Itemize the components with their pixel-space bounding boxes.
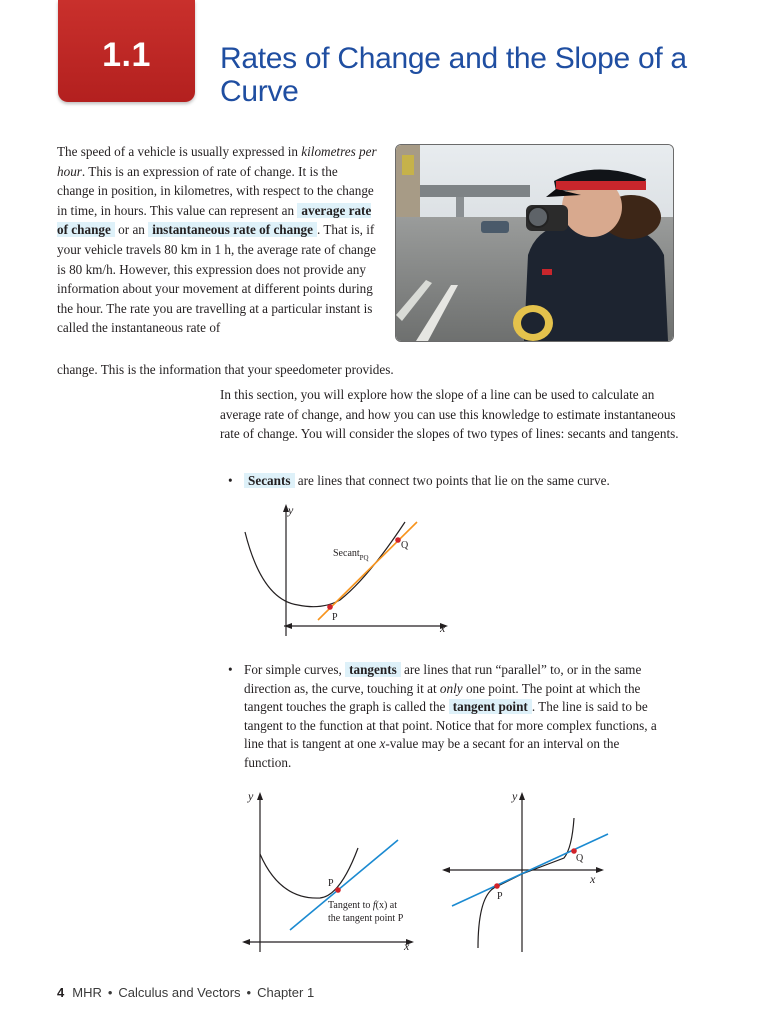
- term-tangents: tangents: [345, 662, 401, 677]
- intro-paragraph: The speed of a vehicle is usually expressed in kilometres per hour. This is an expression of rate of change. It is the change in position, in kilometres, with respect to the change in time, in hours. This value can represent an average rate of change or an instantaneous rate of change . That is, if your vehicle travels 80 km in 1 h, the average rate of change is 80 km/h. However, this expression does not provide any information about your movement at different points during the hour. The rate you are travelling at a particular instant is called the instantaneous rate of: [57, 144, 377, 336]
- chapter-label: Chapter 1: [257, 985, 315, 1000]
- bullet-dot: •: [228, 473, 233, 488]
- section-number-tab: [58, 0, 195, 102]
- bullet-dot: •: [228, 662, 233, 677]
- term-secants: Secants: [244, 473, 295, 488]
- y-axis-arrow: [257, 792, 263, 800]
- term-instantaneous-rate-of-change: instantaneous rate of change: [148, 222, 317, 237]
- intro-italic: kilometres per hour: [57, 144, 377, 179]
- tangent-point-p: [335, 887, 341, 893]
- x-axis-arrow-left: [284, 623, 292, 629]
- y-axis-label: y: [288, 503, 294, 517]
- secant-graph: [240, 500, 460, 640]
- term-tangent-point: tangent point: [449, 699, 532, 714]
- page-title: Rates of Change and the Slope of a Curve: [220, 42, 687, 108]
- y-axis-label: y: [512, 789, 518, 803]
- tangent-label-line1: Tangent to f(x) at: [328, 900, 398, 911]
- cubic-tangent-secant-graph: [440, 788, 620, 956]
- curve: [245, 522, 405, 607]
- secant-line: [318, 522, 417, 620]
- point-p: [327, 604, 333, 610]
- tangent-label-line2: the tangent point P: [328, 913, 404, 924]
- point-q-label: Q: [576, 853, 584, 864]
- bullet-tangents: • For simple curves, tangents are lines that run “parallel” to, or in the same direction as, the curve, touching it at only one point. The point at which the tangent touches the graph is called the tangent point . The line is said to be tangent to the function at that point. Notice that for more complex functions, a line that is tangent at one x-value may be a secant for an interval on the function.: [228, 662, 657, 770]
- x-axis-arrow-left: [442, 867, 450, 873]
- point-q: [395, 537, 401, 543]
- y-axis-arrow: [519, 792, 525, 800]
- bullet-secants: • Secants are lines that connect two points that lie on the same curve.: [228, 472, 668, 492]
- publisher: MHR: [72, 985, 102, 1000]
- term-average-rate-of-change: average rate of change: [57, 202, 372, 238]
- tangent-point-p: [494, 883, 500, 889]
- section-paragraph: In this section, you will explore how the slope of a line can be used to calculate an average rate of change, and how you can use this knowledge to estimate instantaneous rate of change. You will consider the slopes of two types of lines: secants and tangents.: [220, 387, 679, 442]
- x-axis-label: x: [440, 621, 446, 635]
- x-axis-arrow-right: [596, 867, 604, 873]
- page-footer: 4 MHR • Calculus and Vectors • Chapter 1: [57, 985, 315, 1000]
- curve: [478, 818, 574, 948]
- police-radar-photo: [395, 144, 674, 342]
- section-number: 1.1: [102, 36, 151, 74]
- point-q-label: Q: [401, 540, 409, 551]
- point-p-label: P: [332, 612, 338, 623]
- page-number: 4: [57, 985, 65, 1000]
- book-title: Calculus and Vectors: [118, 985, 241, 1000]
- police-radar-illustration: [396, 145, 673, 341]
- x-axis-label: x: [590, 872, 596, 886]
- point-p-label: P: [328, 878, 334, 889]
- tangent-graph: [240, 788, 420, 956]
- intro-paragraph-end: change. This is the information that your speedometer provides.: [57, 362, 394, 377]
- x-axis-label: x: [404, 939, 410, 953]
- y-axis-label: y: [248, 789, 254, 803]
- curve: [260, 848, 358, 898]
- secant-label: Secant$_{PQ}$: [333, 548, 369, 562]
- point-p-label: P: [497, 891, 503, 902]
- x-axis-arrow-left: [242, 939, 250, 945]
